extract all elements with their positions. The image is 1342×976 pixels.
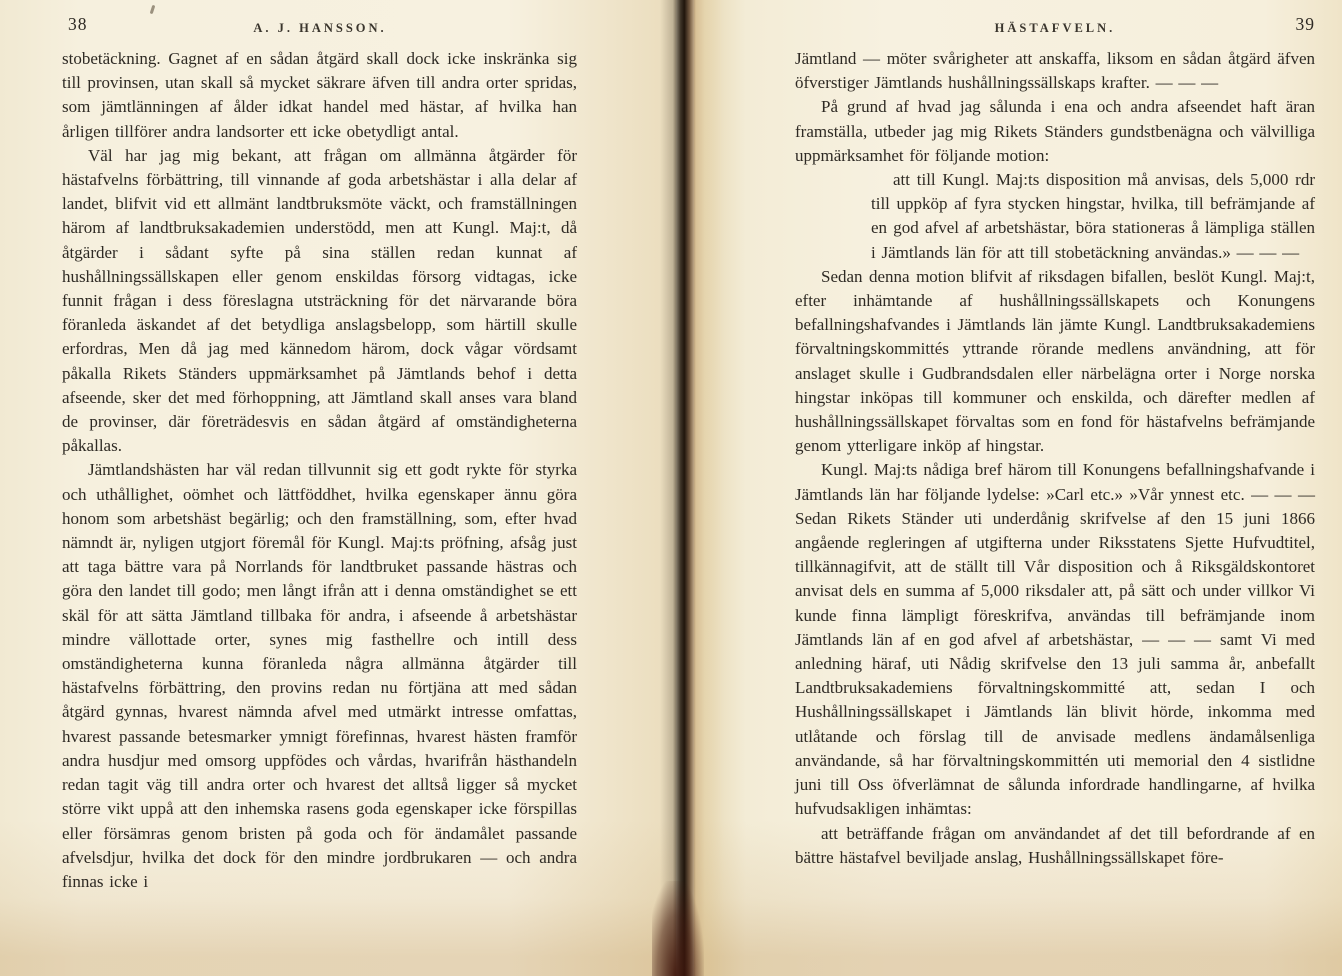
paragraph: Jämtlandshästen har väl redan tillvunnit sig ett godt rykte för styrka och uthållighet, oömhet och lättföddhet, hvilka egenskaper ännu göra honom som arbetshäst begärlig; och den framställning, som, efter hvad nämndt är, nyligen utgjort föremål för Kungl. Maj:ts pröfning, afsåg just att taga bättre vara på Norrlands för landtbruket passande hästras och göra den landet till godo; men långt ifrån att i denna omständighet se ett skäl för att sätta Jämtland tillbaka för andra, i afseende å arbetshästar mindre vällottade orter, synes mig fasthellre och intill dess omständigheterna kunna föranleda några allmänna åtgärder till hästafvelns förbättring, den provins redan nu förtjäna att med sådan åtgärd gynnas, hvarest nämnda afvel med utmärkt intresse omfattas, hvarest passande betesmarker ymnigt förefinnas, hvarest hästen framför andra husdjur med omsorg uppfödes och vårdas, hvarifrån hästhandeln redan tagit väg till andra orter och hvarest det alltså ligger så mycket större vikt uppå att den inhemska rasens goda egenskaper icke förspillas eller försämras genom bristen på goda och för ändamålet passande afvelsdjur, hvilka det dock för den mindre jordbrukaren — och andra finnas icke i [62, 460, 577, 891]
text-column-left [62, 47, 577, 894]
page-number-right: 39 [1295, 14, 1315, 34]
running-header-left: A. J. HANSSON. [253, 21, 387, 35]
paragraph: Väl har jag mig bekant, att frågan om allmänna åtgärder för hästafvelns förbättring, till vinnande af goda arbetshästar i alla delar af landet, blifvit vid ett allmänt landtbruksmöte väckt, och framställningen härom af landtbruksakademien understödd, men att Kungl. Maj:t, då åtgärder i sådant syfte på sina ställen redan kunnat af hushållningssällskapen eller genom enskildas försorg vidtagas, icke funnit frågan i dess föreslagna utsträckning för det närvarande böra föranleda äskandet af det betydliga anslagsbelopp, som härtill skulle erfordras, Men då jag med kännedom härom, dock vågar vördsamt påkalla Rikets Ständers uppmärksamhet på Jämtlands behof i detta afseende, sker det med förhoppning, att Jämtland skall anses vara bland de provinser, där företrädesvis en sådan åtgärd af omständigheterna påkallas. [62, 145, 577, 456]
paragraph: På grund af hvad jag sålunda i ena och andra afseendet haft äran framställa, utbeder jag mig Rikets Ständers gundstbenägna och välvilliga uppmärksamhet för följande motion: [795, 97, 1315, 165]
motion-quote-block: att till Kungl. Maj:ts disposition må anvisas, dels 5,000 rdr till uppköp af fyra stycken hingstar, hvilka, till befrämjande af en god afvel af arbetshästar, böra stationeras å lämpliga ställen i Jämtlands län för att till stobetäckning användas.» — — — [871, 170, 1315, 262]
binding-gutter-bottom-shadow [652, 881, 704, 976]
binding-gutter-shadow [660, 0, 724, 976]
text-column-right [795, 47, 1315, 870]
page-39 [694, 0, 1342, 976]
page-number-left: 38 [68, 14, 88, 34]
running-header-right: HÄSTAFVELN. [994, 21, 1116, 35]
paragraph-continuation: Jämtland — möter svårigheter att anskaffa, liksom en sådan åtgärd äfven öfverstiger Jämtlands hushållningssällskaps krafter. — — — [795, 49, 1315, 93]
paragraph-continuation: stobetäckning. Gagnet af en sådan åtgärd skall dock icke inskränka sig till provinsen, utan skall så mycket säkrare äfven till andra orter spridas, som jämtlänningen af ålder idkat handel med hästar, af hvilka han årligen tillförer andra landsorter ett icke obetydligt antal. [62, 49, 577, 141]
paragraph: att beträffande frågan om användandet af det till befordrande af en bättre hästafvel beviljade anslag, Hushållningssällskapet före- [795, 823, 1315, 867]
paragraph: Sedan denna motion blifvit af riksdagen bifallen, beslöt Kungl. Maj:t, efter inhämtande af hushållningssällskapets och Konungens befallningshafvandes i Jämtlands län jämte Kungl. Landtbruksakademiens förvaltningskommittés yttrande rörande medlens användning, att för anslaget skulle i Gudbrandsdalen eller närbelägna orter i Norge norska hingstar inköpas till kommuner och enskilda, och därefter medlen af hushållningssällskapet förvaltas som en fond för hästafvelns befrämjande genom ytterligare inköp af hingstar. [795, 266, 1315, 456]
paragraph: Kungl. Maj:ts nådiga bref härom till Konungens befallningshafvande i Jämtlands län har följande lydelse: »Carl etc.» »Vår ynnest etc. — — — Sedan Rikets Ständer uti underdånig skrifvelse af den 15 juni 1866 angående regleringen af utgifterna under Riksstatens Sjette Hufvudtitel, tillkännagifvit, att de ställt till Vår disposition och å Riksgäldskontoret anvisat dels en summa af 5,000 riksdaler att, på sätt och under villkor Vi kunde finna lämpligt föreskrifva, användas till befrämjande inom Jämtlands län af en god afvel af arbetshästar, — — — samt Vi med anledning häraf, uti Nådig skrifvelse den 13 juli samma år, anbefallt Landtbruksakademiens förvaltningskommitté att, sedan I och Hushållningssällskapet i Jämtlands län blivit hörde, inkomma med utlåtande och förslag till de anvisade medlens ändamålsenliga användande, så har förvaltningskommittén uti memorial den 4 sistlidne juni till Oss öfverlämnat de sålunda infordrade handlingarne, af hvilka hufvudsakligen inhämtas: [795, 460, 1315, 819]
